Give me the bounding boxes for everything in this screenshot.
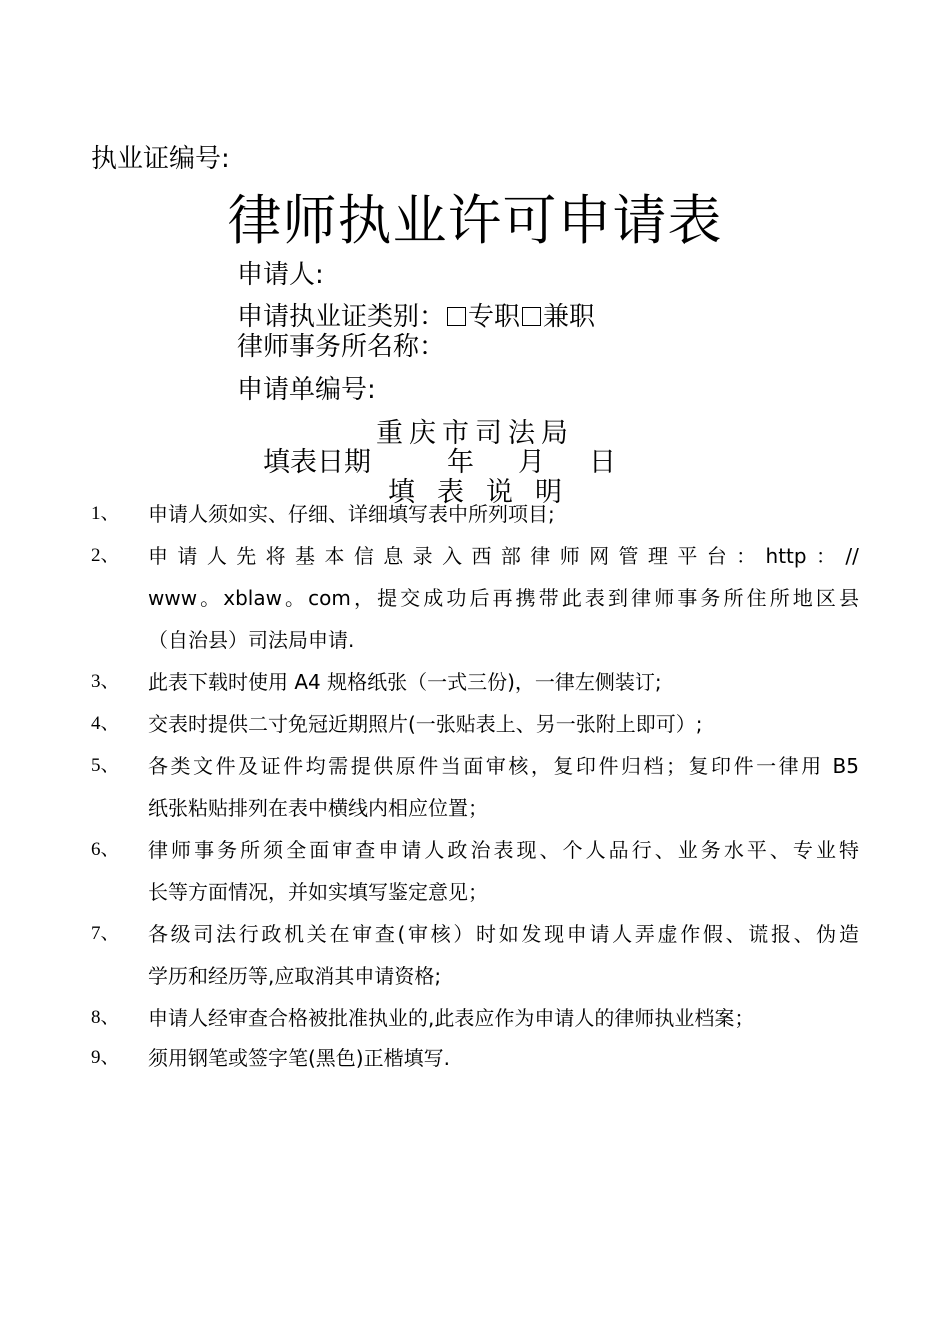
instruction-item bbox=[0, 829, 950, 913]
instruction-line: 申请人经审查合格被批准执业的,此表应作为申请人的律师执业档案； bbox=[148, 1006, 755, 1030]
instruction-line: 此表下载时使用 A4 规格纸张（一式三份)，一律左侧装订; bbox=[148, 670, 662, 694]
instruction-line: （自治县）司法局申请. bbox=[148, 628, 355, 652]
instruction-line: 交表时提供二寸免冠近期照片(一张贴表上、另一张附上即可）; bbox=[148, 712, 703, 736]
instruction-text bbox=[148, 535, 859, 661]
instruction-text bbox=[148, 661, 859, 703]
instruction-line: 申请人须如实、仔细、详细填写表中所列项目; bbox=[148, 502, 555, 526]
instruction-item bbox=[0, 703, 950, 745]
instruction-item bbox=[0, 535, 950, 661]
instruction-glyph: 将 bbox=[265, 544, 286, 568]
instruction-glyph: 网 bbox=[589, 544, 610, 568]
instruction-number: 1、 bbox=[91, 503, 120, 524]
instruction-text bbox=[148, 997, 859, 1039]
parttime-option-label: 兼职 bbox=[543, 302, 596, 332]
fulltime-checkbox[interactable] bbox=[447, 307, 466, 326]
instruction-line: www。xblaw。com，提交成功后再携带此表到律师事务所住所地区县 bbox=[148, 586, 859, 610]
instruction-number: 2、 bbox=[91, 545, 120, 566]
instruction-line bbox=[148, 535, 859, 577]
date-label: 填表日期 bbox=[263, 447, 371, 478]
instruction-text bbox=[148, 829, 859, 913]
instructions-title: 填表说明 bbox=[388, 477, 584, 508]
fulltime-option-label: 专职 bbox=[468, 302, 521, 332]
instruction-number: 7、 bbox=[91, 923, 120, 944]
instruction-glyph: http bbox=[765, 544, 807, 568]
instruction-text bbox=[148, 703, 859, 745]
instruction-number: 5、 bbox=[91, 755, 120, 776]
instruction-glyph: 管 bbox=[618, 544, 639, 568]
instruction-number: 4、 bbox=[91, 713, 120, 734]
instruction-glyph: 律 bbox=[530, 544, 551, 568]
instruction-glyph: 本 bbox=[324, 544, 345, 568]
instruction-number: 9、 bbox=[91, 1047, 120, 1068]
application-number-field: 申请单编号: bbox=[237, 375, 376, 405]
instruction-text bbox=[148, 745, 859, 829]
date-year: 年 bbox=[447, 447, 474, 478]
instruction-line: 须用钢笔或签字笔(黑色)正楷填写. bbox=[148, 1046, 450, 1070]
instruction-glyph: 师 bbox=[559, 544, 580, 568]
instruction-item bbox=[0, 493, 950, 535]
instruction-line: 纸张粘贴排列在表中横线内相应位置； bbox=[148, 796, 488, 820]
instruction-glyph: 请 bbox=[177, 544, 198, 568]
instruction-item bbox=[0, 661, 950, 703]
instruction-line: 长等方面情况，并如实填写鉴定意见； bbox=[148, 880, 488, 904]
instruction-item bbox=[0, 1037, 950, 1079]
instruction-glyph: 录 bbox=[412, 544, 433, 568]
instruction-line: 律师事务所须全面审查申请人政治表现、个人品行、业务水平、专业特 bbox=[148, 838, 859, 862]
instruction-glyph: 人 bbox=[206, 544, 227, 568]
instruction-glyph: ： bbox=[736, 544, 757, 568]
instruction-line: 学历和经历等,应取消其申请资格; bbox=[148, 964, 442, 988]
firm-name-field: 律师事务所名称： bbox=[237, 332, 446, 362]
instruction-text bbox=[148, 1037, 859, 1079]
instruction-glyph: 先 bbox=[236, 544, 257, 568]
instruction-glyph: 申 bbox=[148, 544, 168, 568]
instruction-glyph: 西 bbox=[471, 544, 492, 568]
instruction-number: 6、 bbox=[91, 839, 120, 860]
instruction-glyph: // bbox=[845, 544, 859, 568]
parttime-checkbox[interactable] bbox=[522, 307, 541, 326]
instruction-item bbox=[0, 997, 950, 1039]
applicant-field: 申请人: bbox=[237, 260, 324, 290]
instruction-glyph: 台 bbox=[706, 544, 727, 568]
instruction-glyph: 基 bbox=[295, 544, 316, 568]
instruction-glyph: 息 bbox=[383, 544, 404, 568]
page-title: 律师执业许可申请表 bbox=[227, 189, 723, 252]
instruction-number: 3、 bbox=[91, 671, 120, 692]
instruction-number: 8、 bbox=[91, 1007, 120, 1028]
date-day: 日 bbox=[589, 447, 616, 478]
instruction-text bbox=[148, 913, 859, 997]
instruction-glyph: 信 bbox=[353, 544, 374, 568]
instruction-item bbox=[0, 745, 950, 829]
issuer: 重庆市司法局 bbox=[376, 418, 574, 449]
instruction-line: 各级司法行政机关在审查(审核）时如发现申请人弄虚作假、谎报、伪造 bbox=[148, 922, 859, 946]
instruction-glyph: 理 bbox=[647, 544, 668, 568]
date-month: 月 bbox=[518, 447, 545, 478]
instruction-item bbox=[0, 913, 950, 997]
instruction-glyph: ： bbox=[816, 544, 836, 568]
instruction-glyph: 部 bbox=[500, 544, 521, 568]
instruction-line: 各类文件及证件均需提供原件当面审核，复印件归档；复印件一律用 B5 bbox=[148, 754, 859, 778]
instruction-glyph: 入 bbox=[442, 544, 463, 568]
category-label: 申请执业证类别： bbox=[237, 302, 446, 332]
instruction-glyph: 平 bbox=[677, 544, 698, 568]
license-number-label: 执业证编号: bbox=[91, 144, 230, 174]
instruction-text bbox=[148, 493, 859, 535]
